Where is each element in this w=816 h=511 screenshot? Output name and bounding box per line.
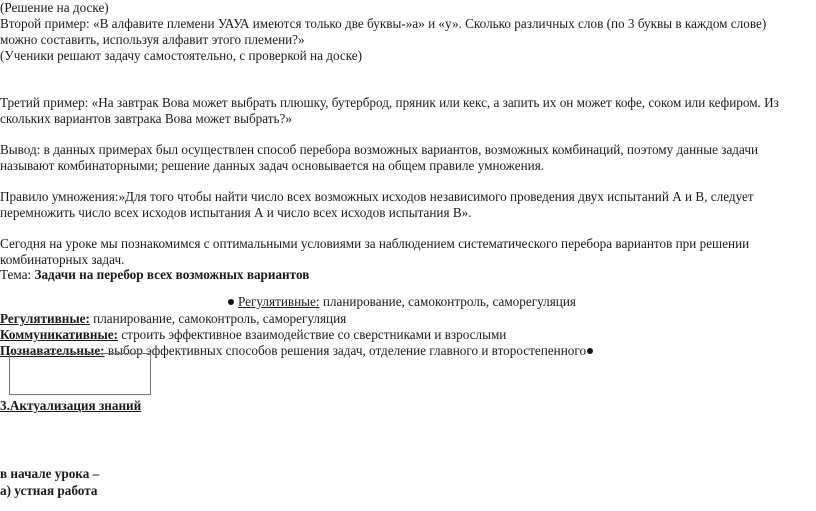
reg2-line xyxy=(0,311,346,327)
reg2-text: планирование, самоконтроль, саморегуляция xyxy=(89,311,347,326)
bullet-icon xyxy=(228,299,234,305)
doc-line-12: комбинаторных задач. xyxy=(0,252,125,267)
reg1-line xyxy=(228,294,576,310)
doc-line-6: скольких вариантов завтрака Вова может выбрать?» xyxy=(0,111,293,126)
doc-line-1: (Решение на доске) xyxy=(0,0,109,15)
section-3-heading: 3.Актуализация знаний xyxy=(0,398,142,413)
comm-line xyxy=(0,327,506,343)
doc-line-2: Второй пример: «В алфавите племени УАУА имеются только две буквы-»а» и «у». Сколько различных слов (по 3 буквы в каждом слове) xyxy=(0,16,767,31)
doc-line-8: называют комбинаторными; решение данных задач основывается на общем правиле умножения. xyxy=(0,158,545,173)
doc-line-11: Сегодня на уроке мы познакомимся с оптимальными условиями за наблюдением систематического перебора вариантов при решении xyxy=(0,236,750,251)
topic-label: Тема: xyxy=(0,267,35,282)
oral-work: а) устная работа xyxy=(0,483,98,498)
doc-line-7: Вывод: в данных примерах был осуществлен способ перебора возможных вариантов, возможных комбинаций, поэтому данные задачи xyxy=(0,142,759,157)
comm-label: Коммуникативные: xyxy=(0,327,118,342)
start-of-lesson: в начале урока – xyxy=(0,466,100,481)
doc-line-9: Правило умножения:»Для того чтобы найти число всех возможных исходов независимого проведения двух испытаний А и В, следует xyxy=(0,189,754,204)
doc-line-4: (Ученики решают задачу самостоятельно, с проверкой на доске) xyxy=(0,48,363,63)
topic-value: Задачи на перебор всех возможных вариантов xyxy=(34,267,310,282)
doc-line-3: можно составить, используя алфавит этого племени?» xyxy=(0,32,305,47)
comm-text: строить эффективное взаимодействие со сверстниками и взрослыми xyxy=(118,327,507,342)
empty-frame xyxy=(9,353,151,395)
topic-line xyxy=(0,267,309,283)
doc-line-5: Третий пример: «На завтрак Вова может выбрать плюшку, бутерброд, пряник или кекс, а запить их он может кофе, соком или кефиром. Из xyxy=(0,95,779,110)
reg1-text: планирование, самоконтроль, саморегуляция xyxy=(319,294,576,309)
cog-text: выбор эффективных способов решения задач, отделение главного и второстепенного xyxy=(104,343,587,358)
doc-line-10: перемножить число всех исходов испытания А и число всех исходов испытания В». xyxy=(0,205,472,220)
reg2-label: Регулятивные: xyxy=(0,311,90,326)
reg1-label: Регулятивные: xyxy=(238,294,320,309)
cog-label: Познавательные: xyxy=(0,343,105,358)
bullet-icon xyxy=(587,348,593,354)
